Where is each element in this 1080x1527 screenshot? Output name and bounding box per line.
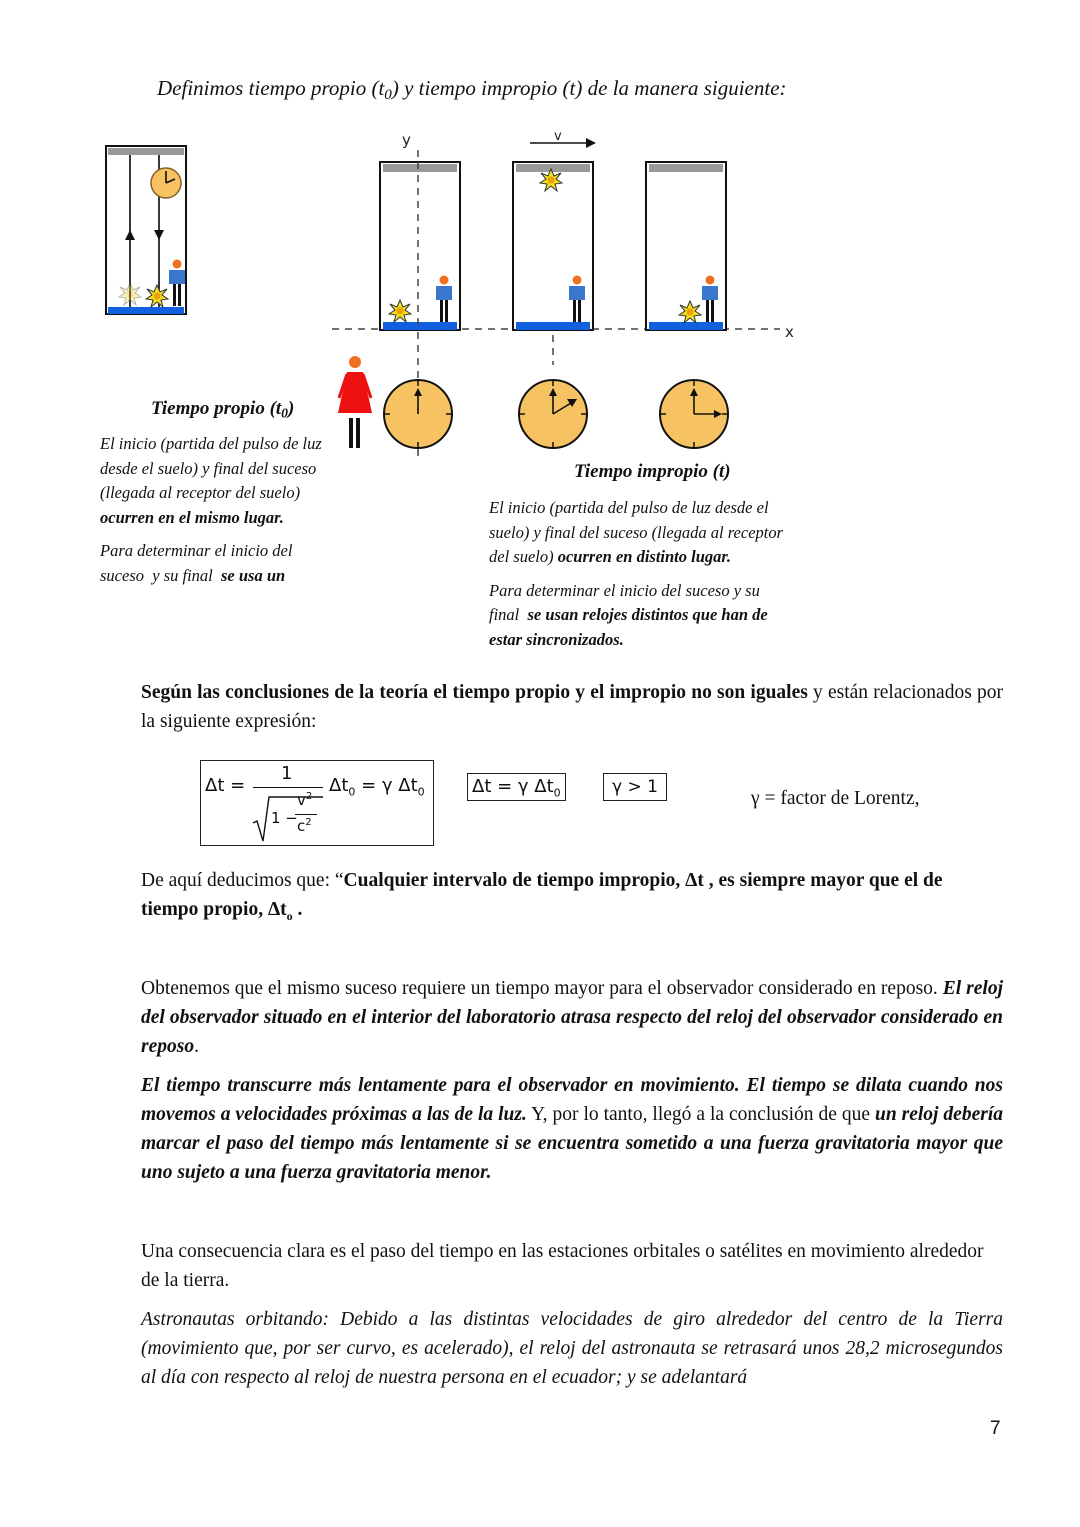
lab-frame-3: [646, 162, 726, 330]
clock-icon: [660, 380, 728, 448]
intro-sentence: Definimos tiempo propio $(t_0)$ y tiempo impropio (t) de la manera siguiente:: [157, 76, 787, 103]
lorentz-equation-box: Δt = 1 1 − $v^2$ $c^2$ $\Delta t_0 = \gamma$ $\Delta t_0$: [200, 760, 434, 846]
lab-frame-1: [380, 162, 460, 330]
clock-icon: [384, 380, 452, 448]
caption-improper-time-title: Tiempo impropio (t): [574, 461, 731, 482]
caption-proper-time-text: El inicio (partida del pulso de luz desde el suelo) y final del suceso (llegada al receptor del suelo) ocurren en el mismo lugar. Para determinar el inicio del suceso y su final se usa un: [100, 434, 322, 585]
page-number: 7: [990, 1418, 1001, 1439]
paragraph-obtain: Obtenemos que el mismo suceso requiere un tiempo mayor para el observador considerado en reposo. El reloj del observador situado en el interior del laboratorio atrasa respecto del reloj del observador considerado en reposo.: [141, 978, 1003, 1057]
velocity-arrow-icon: [530, 129, 596, 148]
lab-proper-time: [106, 146, 186, 314]
short-equation-box: Δt = γ $\Delta t_0$: [467, 773, 566, 801]
paragraph-consequence: Una consecuencia clara es el paso del tiempo en las estaciones orbitales o satélites en movimiento alrededor de la tierra.: [141, 1241, 984, 1291]
paragraph-astronauts: Astronautas orbitando: Debido a las distintas velocidades de giro alrededor del centro de la Tierra (movimiento que, por ser curvo, es acelerado), el reloj del astronauta se retrasará unos 28,2 microsegundos al día con respecto al reloj de nuestra persona en el ecuador; y se adelantará: [141, 1309, 1003, 1388]
gamma-inequality-box: γ > 1: [603, 773, 667, 801]
clock-icon: [519, 380, 587, 448]
lorentz-factor-label: γ = factor de Lorentz,: [751, 788, 920, 809]
paragraph-deduce: De aquí deducimos que: “Cualquier intervalo de tiempo impropio, Δt , es siempre mayor que el de tiempo propio, $\Delta t_o$ .: [141, 870, 943, 923]
y-axis-label: y: [402, 131, 411, 149]
svg-text:v: v: [554, 129, 562, 144]
caption-proper-time-title: Tiempo propio $(t_0)$: [151, 398, 295, 421]
paragraph-time-dilation: El tiempo transcurre más lentamente para el observador en movimiento. El tiempo se dilata cuando nos movemos a velocidades próximas a las de la luz. Y, por lo tanto, llegó a la conclusión de que un reloj debería marcar el paso del tiempo más lentamente si se encuentra sometido a una fuerza gravitatoria mayor que uno sujeto a una fuerza gravitatoria menor.: [141, 1075, 1003, 1183]
lab-frame-2: [513, 162, 593, 330]
paragraph-conclusion: Según las conclusiones de la teoría el tiempo propio y el impropio no son iguales y están relacionados por la siguiente expresión:: [141, 682, 1003, 732]
clock-icon: [151, 168, 181, 198]
caption-improper-time-text: El inicio (partida del pulso de luz desde el suelo) y final del suceso (llegada al receptor del suelo) ocurren en distinto lugar. Para determinar el inicio del suceso y su final se usan relojes distintos que han de estar sincronizados.: [489, 498, 784, 649]
x-axis-label: x: [785, 323, 794, 341]
